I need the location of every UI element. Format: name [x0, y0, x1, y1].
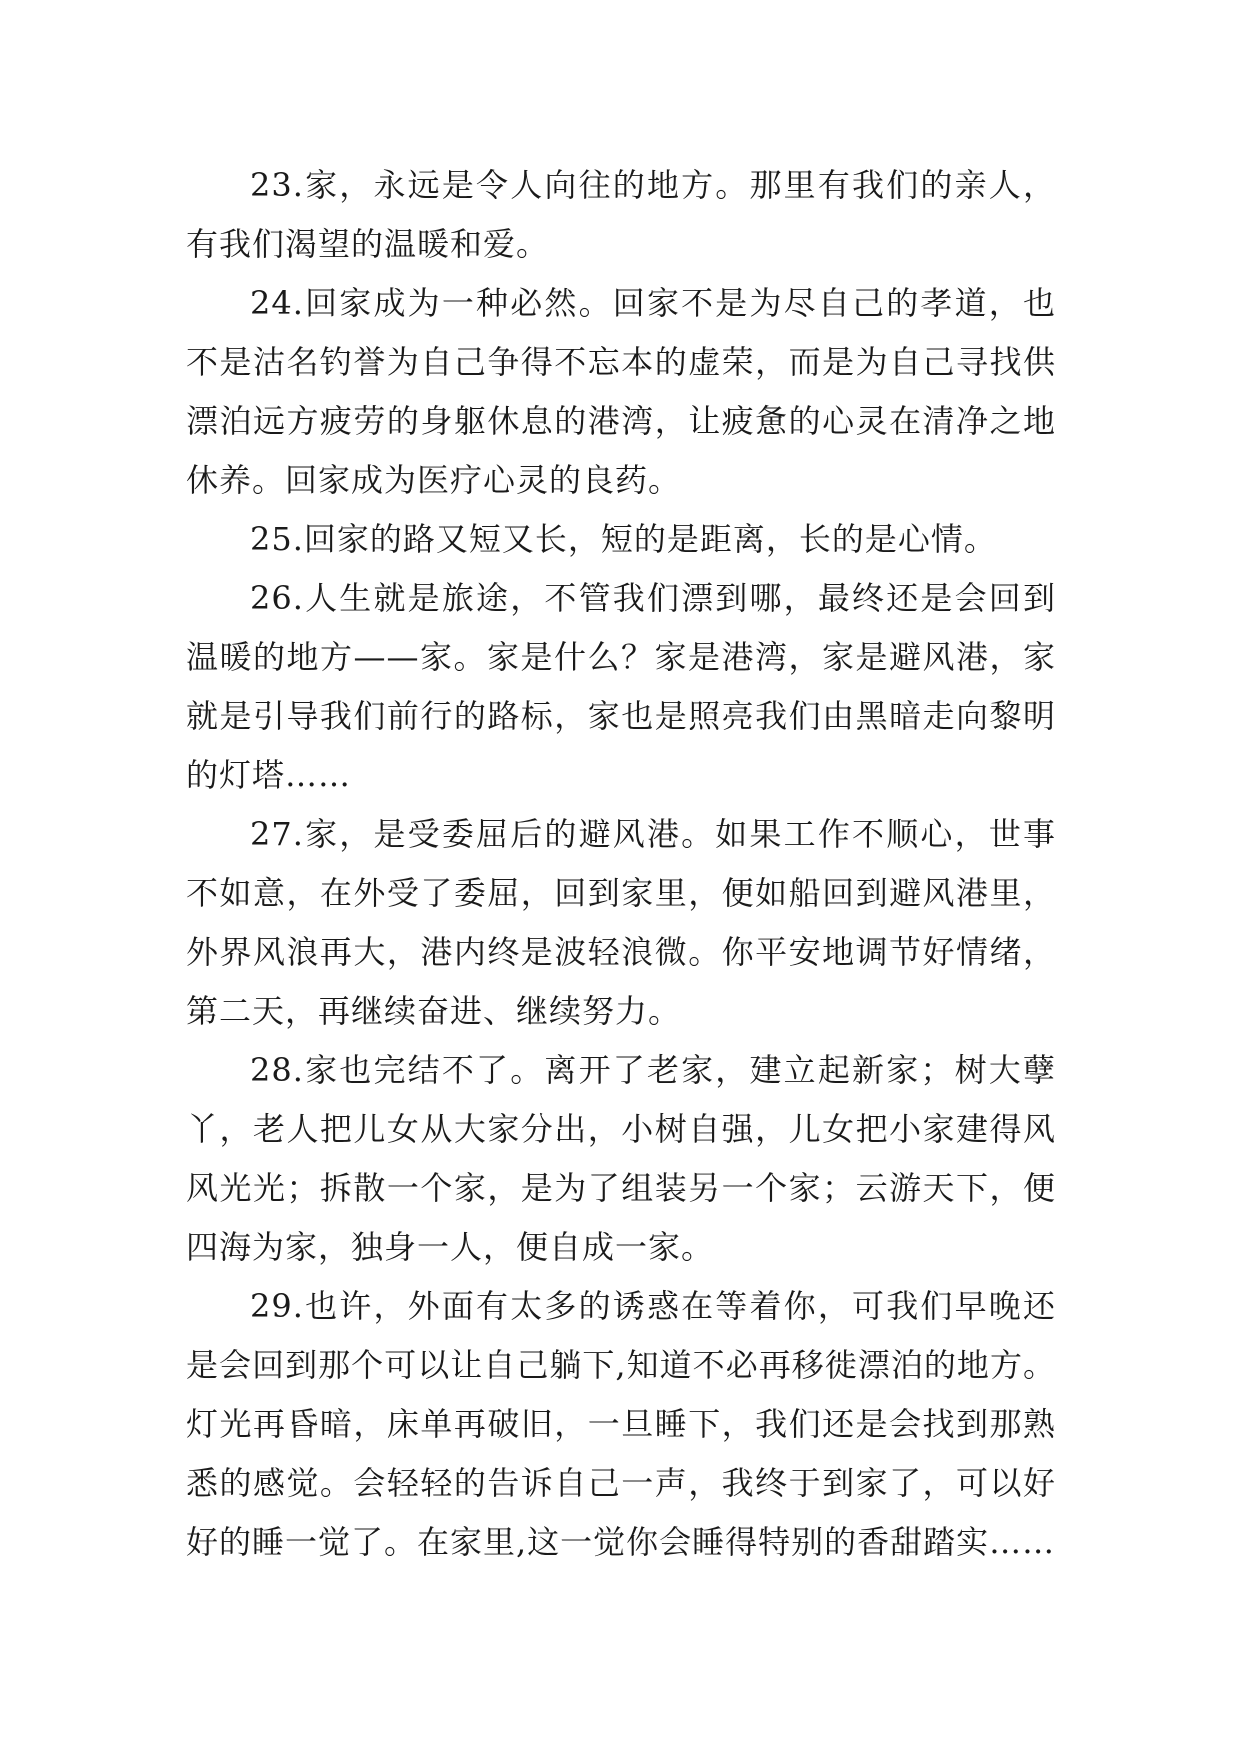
paragraph-27: 27.家，是受委屈后的避风港。如果工作不顺心，世事不如意，在外受了委屈，回到家里，便如船回到避风港里，外界风浪再大，港内终是波轻浪微。你平安地调节好情绪，第二天，再继续奋进、继续努力。 — [186, 815, 1056, 1030]
paragraph-24: 24.回家成为一种必然。回家不是为尽自己的孝道，也不是沽名钓誉为自己争得不忘本的虚荣，而是为自己寻找供漂泊远方疲劳的身躯休息的港湾，让疲惫的心灵在清净之地休养。回家成为医疗心灵的良药。 — [186, 284, 1056, 499]
paragraph-25: 25.回家的路又短又长，短的是距离，长的是心情。 — [250, 520, 997, 558]
paragraph-28: 28.家也完结不了。离开了老家，建立起新家；树大孽丫，老人把儿女从大家分出，小树自强，儿女把小家建得风风光光；拆散一个家，是为了组装另一个家；云游天下，便四海为家，独身一人，便自成一家。 — [186, 1051, 1056, 1266]
document-body — [186, 156, 1056, 1572]
paragraph-26: 26.人生就是旅途，不管我们漂到哪，最终还是会回到温暖的地方——家。家是什么？家是港湾，家是避风港，家就是引导我们前行的路标，家也是照亮我们由黑暗走向黎明的灯塔…… — [186, 579, 1056, 794]
paragraph-23: 23.家，永远是令人向往的地方。那里有我们的亲人，有我们渴望的温暖和爱。 — [186, 166, 1056, 263]
paragraph-29: 29.也许，外面有太多的诱惑在等着你，可我们早晚还是会回到那个可以让自己躺下,知道不必再移徙漂泊的地方。灯光再昏暗，床单再破旧，一旦睡下，我们还是会找到那熟悉的感觉。会轻轻的告诉自己一声，我终于到家了，可以好好的睡一觉了。在家里,这一觉你会睡得特别的香甜踏实…… — [186, 1287, 1056, 1561]
